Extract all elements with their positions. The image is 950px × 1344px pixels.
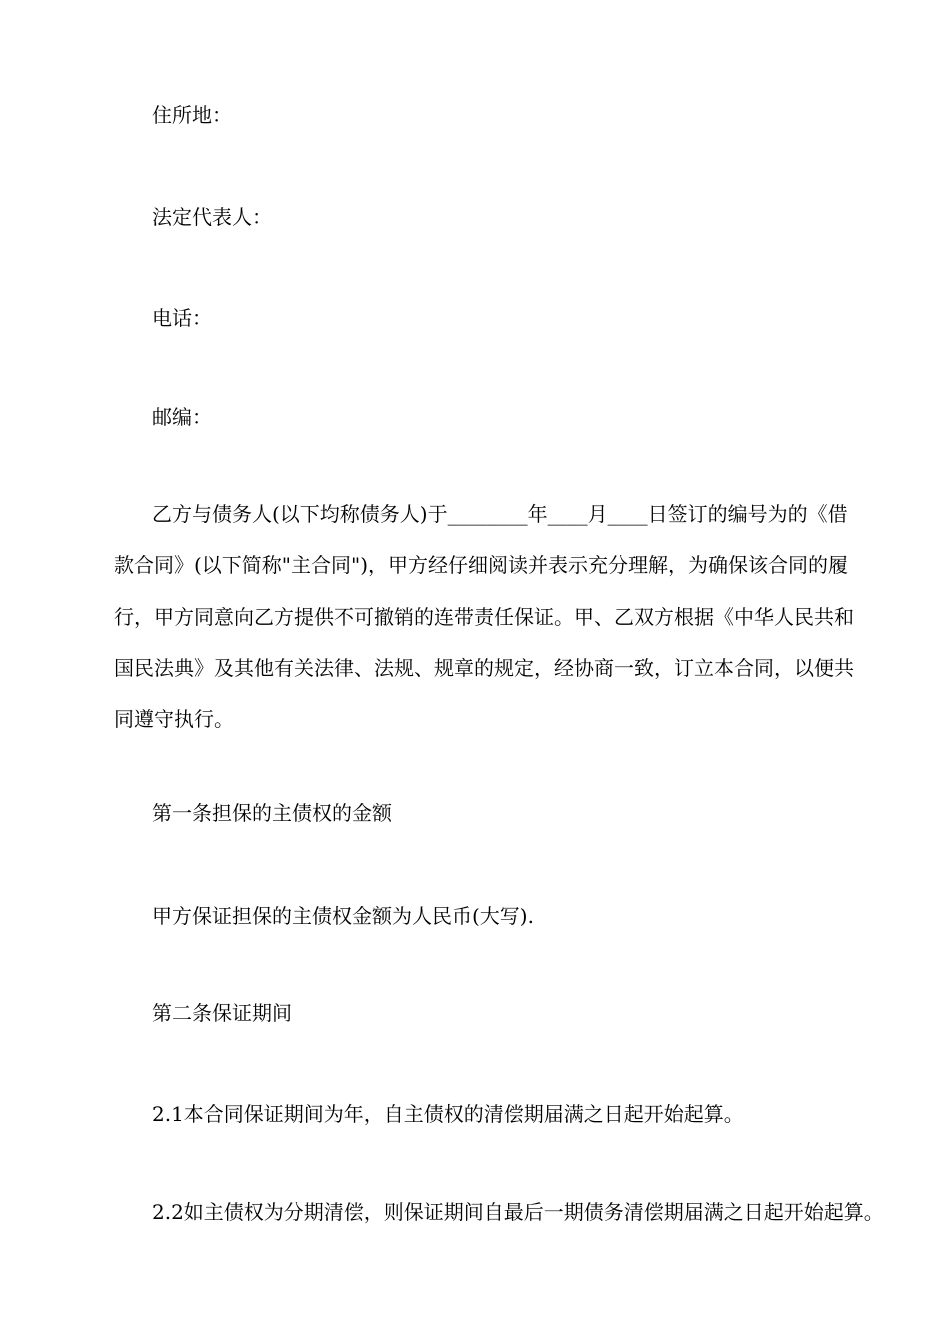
article-1-heading: 第一条担保的主债权的金额 [152, 801, 392, 825]
preamble-line: 乙方与债务人(以下均称债务人)于________年____月____日签订的编号为的《借 [152, 502, 848, 526]
preamble-line: 行，甲方同意向乙方提供不可撤销的连带责任保证。甲、乙双方根据《中华人民共和 [114, 605, 854, 629]
preamble-line: 国民法典》及其他有关法律、法规、规章的规定，经协商一致，订立本合同，以便共 [114, 656, 854, 680]
preamble-line: 款合同》(以下简称"主合同")，甲方经仔细阅读并表示充分理解，为确保该合同的履 [114, 553, 849, 577]
article-2-heading: 第二条保证期间 [152, 1001, 292, 1025]
preamble-line: 同遵守执行。 [114, 707, 234, 731]
legal-representative-field-label: 法定代表人： [152, 205, 272, 229]
address-field-label: 住所地： [152, 103, 232, 127]
phone-field-label: 电话： [152, 306, 212, 330]
postcode-field-label: 邮编： [152, 405, 212, 429]
clause-2-1: 2.1本合同保证期间为年，自主债权的清偿期届满之日起开始起算。 [152, 1102, 744, 1126]
article-1-body: 甲方保证担保的主债权金额为人民币(大写). [152, 904, 534, 928]
clause-2-2: 2.2如主债权为分期清偿，则保证期间自最后一期债务清偿期届满之日起开始起算。 [152, 1200, 884, 1224]
